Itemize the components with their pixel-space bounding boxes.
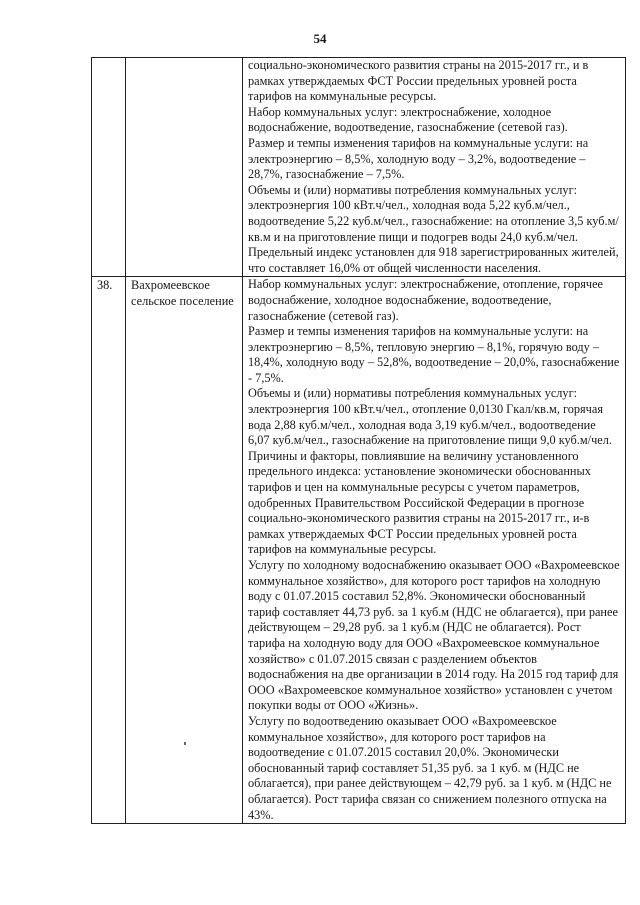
- paragraph: Набор коммунальных услуг: электроснабжение, холодное водоснабжение, водоотведение, газоснабжение (сетевой газ).: [248, 104, 568, 135]
- paragraph: Предельный индекс установлен для 918 зарегистрированных жителей, что составляет 16,0% от общей численности населения.: [248, 245, 619, 275]
- paragraph: Набор коммунальных услуг: электроснабжение, отопление, горячее водоснабжение, холодное водоснабжение, водоотведение, газоснабжение (сетевой газ).: [248, 277, 603, 323]
- table-row: [92, 277, 626, 824]
- paragraph: социально-экономического развития страны на 2015-2017 гг., и в рамках утверждаемых ФСТ России предельных уровней роста тарифов на коммунальные ресурсы.: [248, 58, 589, 104]
- paragraph: Размер и темпы изменения тарифов на коммунальные услуги: на электроэнергию – 8,5%, холодную воду – 3,2%, водоотведение – 28,7%, газоснабжение – 7,5%.: [248, 135, 589, 182]
- settlement-name-cell: [126, 58, 243, 277]
- paragraph: Услугу по холодному водоснабжению оказывает ООО «Вахромеевское коммунальное хозяйство», для которого рост тарифов на холодную воду с 01.07.2015 составил 52,8%. Экономически обоснованный тариф составляет 44,73 руб. за 1 куб.м (НДС не облагается), при ранее действующем – 29,28 руб. за 1 куб.м (НДС не облагается). Рост тарифа на холодную воду для ООО «Вахромеевское коммунальное хозяйство» с 01.07.2015 связан с разделением объектов водоснабжения на две организации в 2014 году. На 2015 год тариф для ООО «Вахромеевское коммунальное хозяйство» установлен с учетом покупки воды от ООО «Жизнь».: [248, 558, 620, 713]
- paragraph: Объемы и (или) нормативы потребления коммунальных услуг: электроэнергия 100 кВт.ч/чел., отопление 0,0130 Гкал/кв.м, горячая вода 2,88 куб.м/чел., холодная вода 3,19 куб.м/чел., водоотведение 6,07 куб.м/чел., газоснабжение на приготовление пищи 9,0 куб.м/чел.: [248, 386, 612, 448]
- tariff-table: [91, 57, 626, 824]
- settlement-name-cell: Вахромеевское сельское поселение: [126, 277, 243, 824]
- description-cell: [243, 277, 626, 824]
- row-number-cell: [92, 58, 126, 277]
- table-row: [92, 58, 626, 277]
- paragraph: Размер и темпы изменения тарифов на коммунальные услуги: на электроэнергию – 8,5%, тепловую энергию – 8,1%, горячую воду – 18,4%, холодную воду – 52,8%, водоотведение – 20,0%, газоснабжение - 7,5%.: [248, 324, 620, 385]
- row-number-cell: 38.: [92, 277, 126, 824]
- paragraph: Причины и факторы, повлиявшие на величину установленного предельного индекса: установление экономически обоснованных тарифов и цен на коммунальные ресурсы с учетом параметров, одобренных Правительством Российской Федерации в прогнозе социально-экономического развития страны на 2015-2017 гг., и-в рамках утверждаемых ФСТ России предельных уровней роста тарифов на коммунальные ресурсы.: [248, 448, 591, 557]
- scan-speck: [184, 742, 186, 745]
- paragraph: Услугу по водоотведению оказывает ООО «Вахромеевское коммунальное хозяйство», для которого рост тарифов на водоотведение с 01.07.2015 составил 20,0%. Экономически обоснованный тариф составляет 51,35 руб. за 1 куб. м (НДС не облагается), при ранее действующем – 42,79 руб. за 1 куб. м (НДС не облагается). Рост тарифа связан со снижением полезного отпуска на 43%.: [248, 713, 612, 822]
- paragraph: Объемы и (или) нормативы потребления коммунальных услуг: электроэнергия 100 кВт.ч/чел., холодная вода 5,22 куб.м/чел., водоотведение 5,22 куб.м/чел., газоснабжение: на отопление 3,5 куб.м/кв.м и на приготовление пищи и подогрев воды 24,0 куб.м/чел.: [248, 182, 619, 244]
- page-number: 54: [313, 31, 327, 46]
- description-cell: [243, 58, 626, 277]
